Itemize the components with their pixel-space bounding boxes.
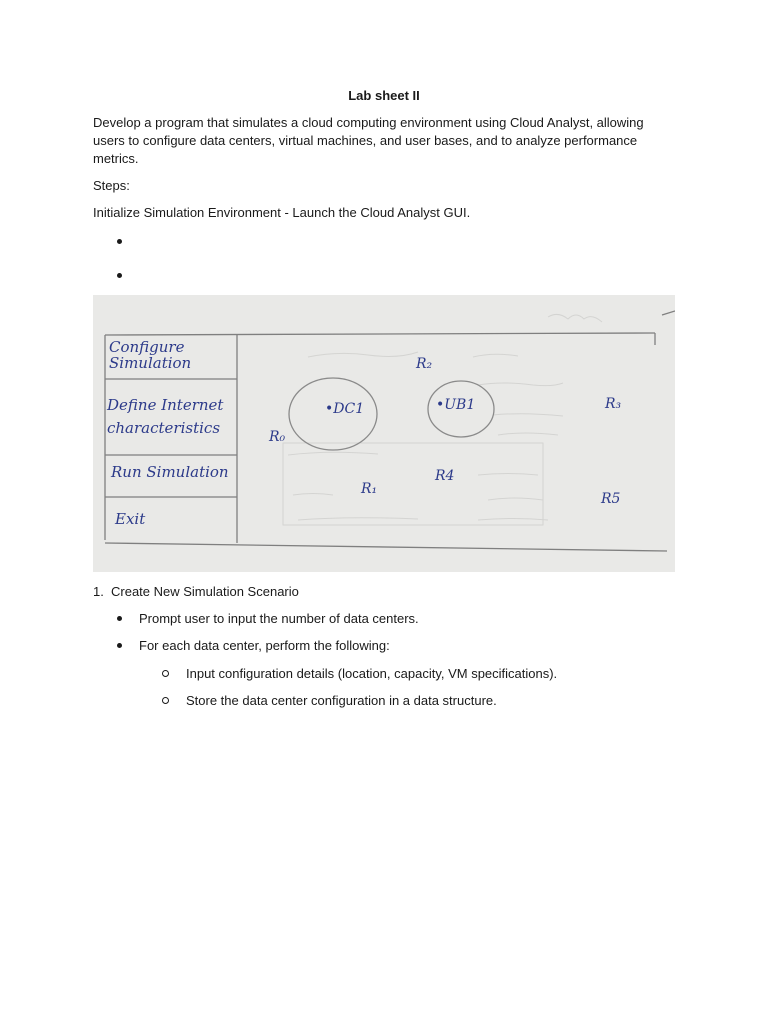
list-number: 1. bbox=[93, 584, 104, 599]
label-r0: R₀ bbox=[269, 429, 286, 445]
sketch-drawing bbox=[93, 295, 675, 572]
menu-configure-line1: Configure bbox=[109, 338, 185, 356]
label-r3: R₃ bbox=[605, 396, 622, 412]
label-r5: R5 bbox=[601, 491, 621, 507]
label-ub1: •UB1 bbox=[436, 397, 476, 413]
label-r2: R₂ bbox=[416, 356, 433, 372]
label-dc1: •DC1 bbox=[325, 401, 365, 417]
bullet bbox=[117, 616, 122, 621]
sub-bullet bbox=[162, 697, 169, 704]
menu-run: Run Simulation bbox=[111, 463, 229, 481]
menu-define-line1: Define Internet bbox=[107, 396, 224, 414]
sketch-photo bbox=[93, 295, 675, 572]
list-item: For each data center, perform the following: bbox=[139, 638, 390, 653]
intro-paragraph: Develop a program that simulates a cloud computing environment using Cloud Analyst, allowing users to configure data centers, virtual machines, and user bases, and to analyze performance metrics. bbox=[93, 115, 644, 166]
empty-bullet bbox=[117, 239, 122, 244]
sub-bullet bbox=[162, 670, 169, 677]
bullet bbox=[117, 643, 122, 648]
list-item: Prompt user to input the number of data centers. bbox=[139, 611, 419, 626]
init-step: Initialize Simulation Environment - Launch the Cloud Analyst GUI. bbox=[93, 205, 471, 220]
label-r1: R₁ bbox=[361, 481, 378, 497]
menu-configure-line2: Simulation bbox=[109, 354, 192, 372]
page-title: Lab sheet II bbox=[348, 88, 420, 103]
steps-label: Steps: bbox=[93, 178, 130, 193]
list-heading: Create New Simulation Scenario bbox=[111, 584, 299, 599]
label-r4: R4 bbox=[435, 468, 455, 484]
menu-exit: Exit bbox=[115, 510, 146, 528]
sub-list-item: Input configuration details (location, capacity, VM specifications). bbox=[186, 666, 558, 681]
empty-bullet bbox=[117, 273, 122, 278]
menu-define-line2: characteristics bbox=[107, 419, 221, 437]
sub-list-item: Store the data center configuration in a data structure. bbox=[186, 693, 497, 708]
